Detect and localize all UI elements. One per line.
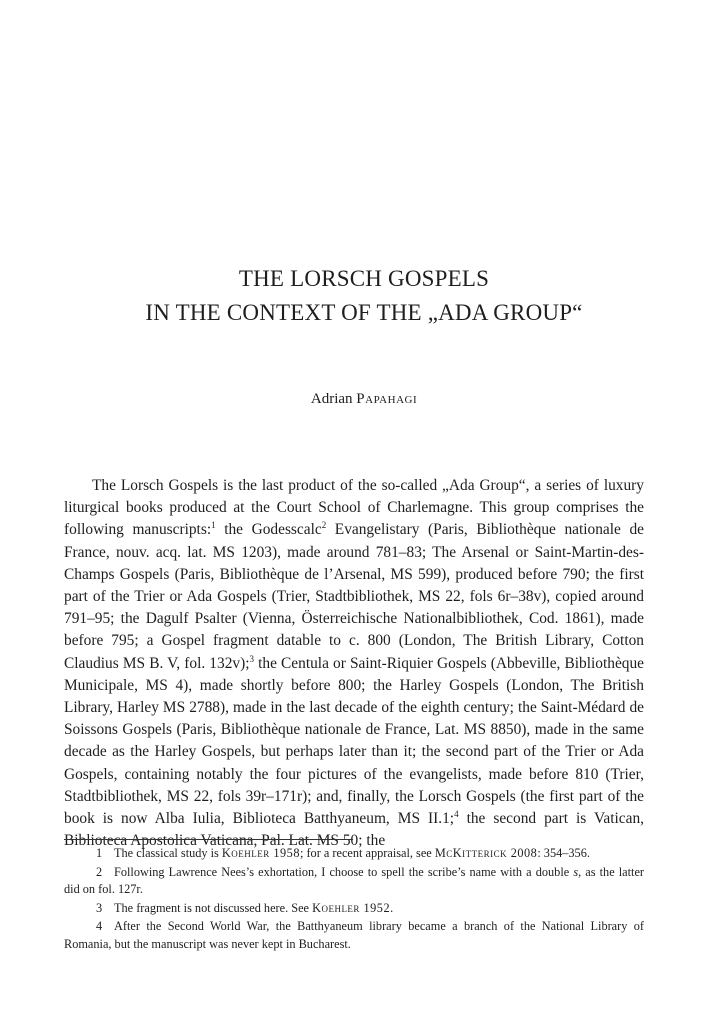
citation: Koehler 1958 (221, 846, 300, 860)
footnote-number: 4 (96, 919, 103, 934)
footnote-text: . (390, 900, 394, 915)
footnote-text: After the Second World War, the Batthyaneum library became a branch of the National Library of Romania, but the manuscript was never kept in Bucharest. (64, 919, 644, 951)
author-last-name: Papahagi (356, 391, 418, 407)
author-first-name: Adrian (310, 391, 353, 407)
author-name (60, 391, 668, 408)
body-text-5: the second part is Vatican, Biblioteca Apostolica Vaticana, Pal. Lat. MS 50; the (64, 810, 644, 850)
footnote-number: 3 (96, 900, 103, 915)
footnote-ref-2[interactable]: 2 (321, 520, 327, 531)
footnote-text: : 354–356. (537, 846, 590, 860)
footnote-3 (64, 900, 644, 918)
footnote-text: , as the latter did on fol. 127r. (64, 864, 645, 897)
footnote-text: The fragment is not discussed here. See (114, 900, 313, 915)
footnote-ref-1[interactable]: 1 (211, 520, 216, 531)
footnote-text: The classical study is (114, 846, 222, 860)
body-paragraph (64, 475, 644, 852)
footnote-text: ; for a recent appraisal, see (299, 846, 435, 860)
title-line-1: THE LORSCH GOSPELS (238, 266, 490, 291)
footnote-4 (64, 918, 644, 953)
body-text-2: the Godesscalc (215, 521, 322, 539)
footnote-number: 1 (96, 846, 103, 860)
footnote-divider (64, 839, 353, 840)
citation: McKitterick 2008 (434, 846, 538, 860)
footnotes (64, 845, 644, 955)
footnote-1 (64, 845, 644, 863)
footnote-2 (64, 864, 644, 899)
body-text-1: The Lorsch Gospels is the last product of the so-called „Ada Group“, a series of luxury liturgical books produced at the Court School of Charlemagne. This group comprises the following manuscripts: (64, 477, 644, 539)
footnote-number: 2 (96, 864, 103, 879)
footnote-ref-3[interactable]: 3 (249, 653, 254, 664)
footnote-text: Following Lawrence Nees’s exhortation, I choose to spell the scribe’s name with a double (114, 864, 574, 879)
italic-text: s (573, 864, 579, 879)
body-text-3: Evangelistary (Paris, Bibliothèque nationale de France, nouv. acq. lat. MS 1203), made around 781–83; The Arsenal or Saint-Martin-des-Champs Gospels (Paris, Bibliothèque de l’Arsenal, MS 599), produced before 790; the first part of the Trier or Ada Gospels (Trier, Stadtbibliothek, MS 22, fols 6r–38v), copied around 791–95; the Dagulf Psalter (Vienna, Österreichische Nationalbibliothek, Cod. 1861), made before 795; a Gospel fragment datable to c. 800 (London, The British Library, Cotton Claudius MS B. V, fol. 132v); (64, 521, 644, 672)
citation: Koehler 1952 (312, 900, 391, 915)
body-text-4: the Centula or Saint-Riquier Gospels (Abbeville, Bibliothèque Municipale, MS 4), made shortly before 800; the Harley Gospels (London, The British Library, Harley MS 2788), made in the last decade of the eighth century; the Saint-Médard de Soissons Gospels (Paris, Bibliothèque nationale de France, Lat. MS 8850), made in the same decade as the Harley Gospels, but perhaps later than it; the second part of the Trier or Ada Gospels, containing notably the four pictures of the evangelists, made before 810 (Trier, Stadtbibliothek, MS 22, fols 39r–171r); and, finally, the Lorsch Gospels (the first part of the book is now Alba Iulia, Biblioteca Batthyaneum, MS II.1; (64, 654, 644, 828)
title-line-2: IN THE CONTEXT OF THE „ADA GROUP“ (145, 300, 583, 325)
article-title (60, 262, 668, 330)
footnote-ref-4[interactable]: 4 (454, 808, 459, 819)
